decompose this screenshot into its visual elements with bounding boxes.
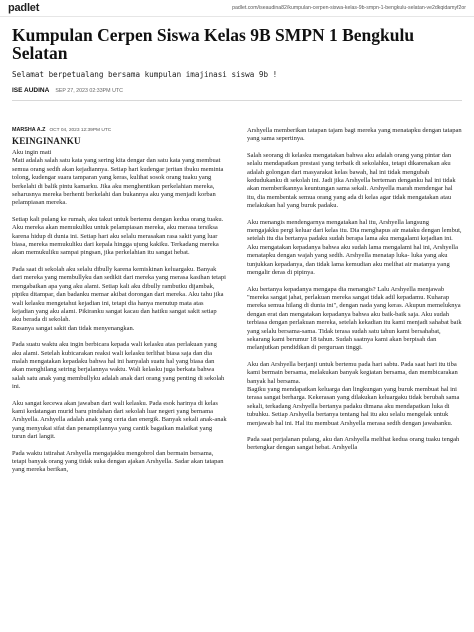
top-bar (0, 0, 474, 17)
story-paragraph: Setiap kali pulang ke rumah, aku takut untuk bertemu dengan kedua orang tuaku. Aku mereka akan memukuliku untuk pelampiasan mereka, aku merasa tersiksa karena hidup di dunia ini. Setiap hari aku selalu merasakan rasa sakit yang luar biasa, mereka memukuliku dari kepala hingga ujung kakiku. Terkadang mereka akan memukuliku sampai pingsan, jika perkelahian itu sangat hebat. (12, 215, 224, 257)
left-paragraphs (12, 149, 227, 475)
post-content (12, 124, 462, 632)
padlet-logo[interactable]: padlet (8, 2, 40, 14)
story-paragraph: Pada waktu istirahat Arshyella mengajakku mengobrol dan bermain bersama, tetapi banyak orang yang tidak suka dengan ajakan Arshyella. Sadar akan tatapan yang mereka berikan, (12, 449, 224, 474)
left-column (12, 124, 227, 632)
right-column (247, 124, 462, 632)
story-paragraph: Aku sangat kecewa akan jawaban dari wali kelasku. Pada esok harinya di kelas kami kedatangan murid baru pindahan dari sekolah luar negeri yang bernama Arshyella. Arshyella adalah anak yang ceria dan energik. Banyak sekali anak-anak yang menyukai sifat dan penampilannya yang cantik bagaikan malaikat yang turun dari langit. (12, 399, 227, 441)
story-paragraph: Aku menangis mendengarnya mengatakan hal itu, Arshyella langsung mengajakku pergi keluar dari kelas itu. Dia menghapus air mataku dengan lembut, setelah itu dia bertanya padaku sudah berapa lama aku mengalami kejadian ini. Aku mengatakan kepadanya bahwa aku sudah lama mengalami hal ini, Arshyella menatapku dengan wajah yang sedih. Arshyella menatap luka- luka yang aku tunjukkan kepadanya, dan tidak lama kemudian aku melihat air matanya yang mengalir deras di pipinya. (247, 218, 462, 277)
board-author: ISE AUDINA (12, 87, 50, 94)
story-paragraph: Aku dan Arshyella berjanji untuk bertemu pada hari sabtu. Pada saat hari itu tiba kami bermain bersama, melakukan banyak kegiatan bersama, dan membicarakan banyak hal bersama. Bagiku yang mendapatkan keluarga dan lingkungan yang buruk membuat hal ini terasa sangat berharga. Kekerasan yang dilakukan keluargaku tidak berubah sama sekali, terkadang Arshyella bertanya padaku dimana aku mendapatkan luka di tubuhku. Setiap Arshyella bertanya tentang hal itu aku selalu mengelak untuk menjawab hal ini. Hal itu membuat Arshyella merasa sedih dengan jawabanku. (247, 360, 460, 427)
board-author-line (12, 87, 462, 94)
board-title: Kumpulan Cerpen Siswa Kelas 9B SMPN 1 Bengkulu Selatan (12, 25, 415, 63)
board-header (0, 17, 474, 94)
page-url: padlet.com/iseaudina82/kumpulan-cerpen-siswa-kelas-9b-smpn-1-bengkulu-selatan-ve2dkqidamyf2or (232, 5, 466, 11)
story-paragraph: Pada suatu waktu aku ingin berbicara kepada wali kelasku atas perlakuan yang aku alami. Setelah kubicarakan reaksi wali kelasku terlihat biasa saja dan dia malah mengatakan kepadaku bahwa hal ini hanyalah suatu hal yang biasa dan akan menghilang seiring berjalannya waktu. Wali kelasku juga berkata bahwa salah satu anak yang membullyku adalah anak dari orang yang penting di sekolah ini. (12, 341, 225, 391)
right-paragraphs (247, 127, 462, 453)
post-date: OCT 04, 2023 12:39PM UTC (49, 128, 112, 133)
story-paragraph: Arshyella memberikan tatapan tajam bagi mereka yang menatapku dengan tatapan yang sama sepertinya. (247, 127, 462, 143)
story-paragraph: Pada saat perjalanan pulang, aku dan Arshyella melihat kedua orang tuaku tengah bertengkar dengan sangat hebat. Arshyella (247, 436, 460, 452)
story-paragraph: Salah seorang di kelasku mengatakan bahwa aku adalah orang yang pintar dan selalu mendapatkan prestasi yang terbaik di sekolahku, tetapi dikarenakan aku adalah golongan dari masyarakat kelas bawah, hal ini tidak mengubah kedudukanku di sekolah ini. Jadi jika Arshyella berteman denganku hal ini tidak akan memberikannya keuntungan sama sekali. Arshyella marah mendengar hal itu, dia membentak semua orang yang ada di kelas agar tidak mengatakan atau melakukan hal yang buruk padaku. (247, 151, 456, 210)
post-title: KEINGINANKU (12, 136, 81, 146)
post-author: MARSHA A.Z (12, 127, 46, 133)
post-meta (12, 127, 227, 133)
story-paragraph: Aku ingin mati Mati adalah salah satu kata yang sering kita dengar dan satu kata yang membuat semua orang sedih akan kejadiannya. Setiap hari kudengar jeritan ibuku meminta tolong, kudengar suara tamparan yang keras, kulihat sosok orang tuaku yang berkelahi di balik pintu kamarku. Jika aku menghentikan perkelahian mereka, seharusnya mereka berhenti berkelahi dan bukannya aku yang menjadi korban pelampiasan mereka. (12, 149, 224, 207)
story-paragraph: Pada saat di sekolah aku selalu dibully karena kemiskinan keluargaku. Banyak dari mereka yang membullyku dan sedikit dari mereka yang merasa kasihan tetapi mengabaikan apa yang aku alami. Setiap kali aku dibully rambutku dijambak, pipiku ditampar, dan badanku memar akibat dorongan dari mereka. Aku tahu jika wali kelasku mengetahui kejadian ini, tetapi dia hanya menutup mata atas kejadian yang aku alami. Pikiranku sangat kacau dan hatiku sangat sakit setiap aku berada di sekolah. Rasanya sangat sakit dan tidak menyenangkan. (12, 265, 226, 332)
story-paragraph: Aku bertanya kepadanya mengapa dia menangis? Lalu Arshyella menjawab "mereka sangat jahat, perlakuan mereka sangat tidak adil kepadamu. Kuharap mereka semua hilang di dunia ini", dengan nada yang keras. Akupun memeluknya dengan erat dan mengatakan kepadanya bahwa aku baik-baik saja. Aku sudah terbiasa dengan perlakuan mereka, setelah kekadian itu kami menjadi sahabat baik yang selalu bersama-sama. Tidak terasa sudah satu tahun kami bersahabat, sekarang kami berumur 18 tahun. Sudah saatnya kami akan berpisah dan melanjutkan pendidikan di perguruan tinggi. (247, 285, 462, 352)
board-date: SEP 27, 2023 02:33PM UTC (55, 88, 123, 94)
board-subtitle: Selamat berpetualang bersama kumpulan imajinasi siswa 9b ! (12, 70, 278, 79)
header-divider (12, 100, 462, 101)
